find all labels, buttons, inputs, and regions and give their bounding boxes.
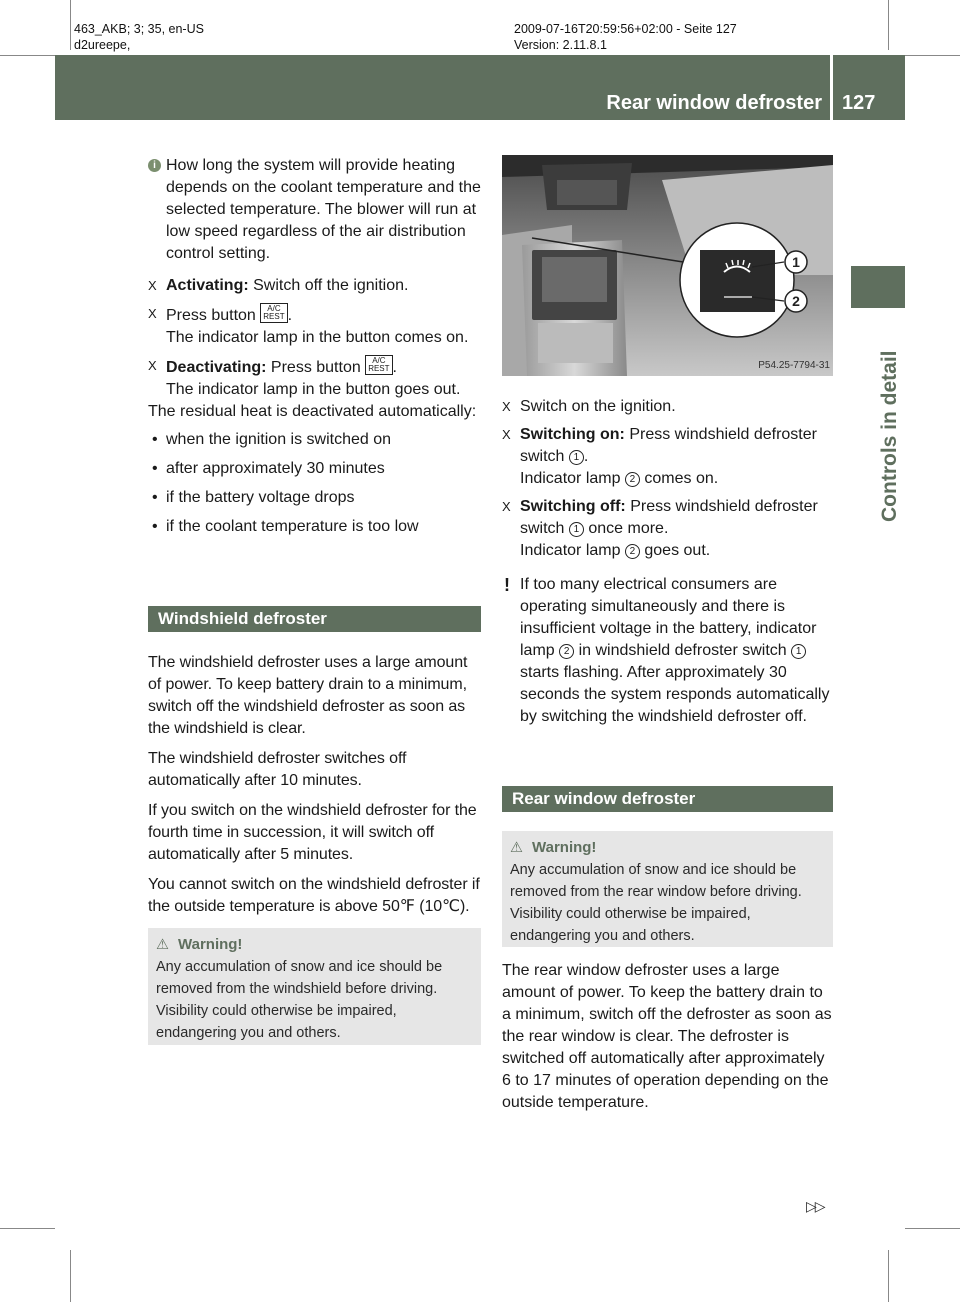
- image-code: P54.25-7794-31: [758, 360, 830, 371]
- warning-triangle-icon: ⚠: [156, 937, 169, 953]
- meta-left-line2: d2ureepe,: [74, 38, 131, 52]
- bullet-icon: •: [152, 489, 158, 506]
- step-label: Switching on:: [520, 426, 625, 443]
- meta-right-line1: 2009-07-16T20:59:56+02:00 - Seite 127: [514, 22, 737, 36]
- list-item-text: when the ignition is switched on: [166, 431, 392, 448]
- callout-ref-2: 2: [625, 472, 640, 487]
- page-number: 127: [842, 92, 876, 114]
- crop-mark: [888, 1250, 889, 1302]
- windshield-section-body: [148, 652, 482, 918]
- warning-box-windshield: [148, 928, 481, 1045]
- crop-mark: [0, 1228, 55, 1229]
- step-result-end: goes out.: [639, 542, 711, 559]
- step-result-end: comes on.: [639, 470, 719, 487]
- crop-mark: [70, 0, 71, 50]
- warning-header: [156, 934, 473, 956]
- step-arrow-icon: X: [148, 306, 157, 321]
- warning-box-rear-window: [502, 831, 833, 947]
- step-end: .: [583, 448, 589, 465]
- note-paragraph: [502, 574, 835, 728]
- warning-title: Warning!: [178, 936, 243, 953]
- step-switching-off: [502, 496, 835, 562]
- ac-rest-button-icon: [365, 355, 392, 375]
- note-text: in windshield defroster switch: [574, 642, 792, 659]
- note-exclamation-icon: !: [504, 575, 510, 595]
- step-text: Switch on the ignition.: [520, 398, 676, 415]
- warning-triangle-icon: ⚠: [510, 840, 523, 856]
- step-end: .: [392, 359, 397, 376]
- info-icon: i: [148, 159, 161, 172]
- step-result: The indicator lamp in the button comes on.: [166, 329, 469, 346]
- step-result: Indicator lamp: [520, 542, 625, 559]
- meta-left-line1: 463_AKB; 3; 35, en-US: [74, 22, 204, 36]
- glyph-bottom: REST: [263, 312, 285, 321]
- crop-mark: [0, 55, 55, 56]
- step-switch-on-ignition: [502, 396, 835, 418]
- step-label: Switching off:: [520, 498, 626, 515]
- paragraph: The rear window defroster uses a large amount of power. To keep the battery drain to a minimum, switch off the defroster as soon as the rear window is clear. The defroster is switched off automatically after approximately 6 to 17 minutes of operation depending on the outside temperature.: [502, 962, 832, 1111]
- step-text: Press button: [166, 307, 261, 324]
- list-item-text: if the coolant temperature is too low: [166, 518, 419, 535]
- step-result: Indicator lamp: [520, 470, 625, 487]
- callout-1-label: 1: [792, 254, 800, 270]
- bullet-icon: •: [152, 431, 158, 448]
- crop-mark: [905, 55, 960, 56]
- warning-text: Any accumulation of snow and ice should be removed from the windshield before driving. Visibility could otherwise be impaired, endangering you and others.: [156, 959, 443, 1041]
- glyph-top: A/C: [372, 356, 386, 365]
- step-text: Press button: [266, 359, 366, 376]
- section-heading-windshield: Windshield defroster: [148, 606, 481, 632]
- paragraph: The windshield defroster uses a large amount of power. To keep battery drain to a minimum, switch off the windshield defroster as soon as the windshield is clear.: [148, 654, 468, 737]
- list-item-text: if the battery voltage drops: [166, 489, 355, 506]
- callout-ref-1: 1: [569, 450, 584, 465]
- dashboard-illustration: [502, 155, 833, 376]
- bullet-icon: •: [152, 460, 158, 477]
- step-switching-on: [502, 424, 835, 490]
- crop-mark: [905, 1228, 960, 1229]
- step-arrow-icon: X: [148, 278, 157, 293]
- step-press-button: [148, 303, 482, 349]
- step-end: once more.: [583, 520, 669, 537]
- step-text: Switch off the ignition.: [248, 277, 409, 294]
- crop-mark: [888, 0, 889, 50]
- header-separator: [830, 55, 833, 120]
- right-column-steps: [502, 396, 835, 728]
- bullet-icon: •: [152, 518, 158, 535]
- step-activating: [148, 275, 482, 297]
- step-label: Deactivating:: [166, 359, 267, 376]
- residual-text: The residual heat is deactivated automatically:: [148, 403, 477, 420]
- section-heading-rear-window: Rear window defroster: [502, 786, 833, 812]
- callout-2-label: 2: [792, 293, 800, 309]
- step-end: .: [287, 307, 293, 324]
- step-result: The indicator lamp in the button goes out.: [166, 381, 461, 398]
- step-arrow-icon: X: [502, 399, 511, 414]
- paragraph: If you switch on the windshield defroster for the fourth time in succession, it will switch off automatically after 5 minutes.: [148, 802, 477, 863]
- warning-title: Warning!: [532, 839, 597, 856]
- step-deactivating: [148, 355, 482, 401]
- list-item: [148, 458, 482, 480]
- left-column: [148, 155, 482, 538]
- glyph-top: A/C: [267, 304, 281, 313]
- step-label: Activating:: [166, 277, 249, 294]
- paragraph: The windshield defroster switches off automatically after 10 minutes.: [148, 750, 407, 789]
- step-arrow-icon: X: [502, 499, 511, 514]
- info-paragraph: [148, 155, 482, 265]
- list-item: [148, 429, 482, 451]
- rear-window-paragraph: [502, 960, 835, 1114]
- side-tab-label: Controls in detail: [878, 350, 901, 522]
- step-arrow-icon: X: [148, 358, 157, 373]
- warning-header: [510, 837, 825, 859]
- crop-mark: [70, 1250, 71, 1302]
- callout-ref-1: 1: [569, 522, 584, 537]
- list-item: [148, 516, 482, 538]
- step-text: Press windshield defroster switch: [520, 426, 817, 465]
- step-text: Press windshield defroster switch: [520, 498, 818, 537]
- step-arrow-icon: X: [502, 427, 511, 442]
- meta-left: [74, 21, 204, 53]
- continue-arrows-icon: ▷▷: [806, 1198, 824, 1214]
- page-title: Rear window defroster: [606, 92, 822, 114]
- dashboard-image: [502, 155, 833, 376]
- meta-right: [514, 21, 737, 53]
- paragraph: You cannot switch on the windshield defroster if the outside temperature is above 50℉ (10℃).: [148, 876, 480, 915]
- list-item: [148, 487, 482, 509]
- list-item-text: after approximately 30 minutes: [166, 460, 385, 477]
- glyph-bottom: REST: [368, 364, 390, 373]
- note-text: If too many electrical consumers are operating simultaneously and there is insufficient voltage in the battery, indicator lamp: [520, 576, 817, 659]
- info-text: How long the system will provide heating depends on the coolant temperature and the selected temperature. The blower will run at low speed regardless of the air distribution control setting.: [166, 157, 481, 262]
- callout-ref-2: 2: [625, 544, 640, 559]
- ac-rest-button-icon: [260, 303, 287, 323]
- side-tab: [851, 266, 905, 308]
- callout-ref-1: 1: [791, 644, 806, 659]
- note-text: starts flashing. After approximately 30 seconds the system responds automatically by switching the windshield defroster off.: [520, 664, 830, 725]
- warning-text: Any accumulation of snow and ice should be removed from the rear window before driving. Visibility could otherwise be impaired, endangering you and others.: [510, 862, 802, 944]
- callout-ref-2: 2: [559, 644, 574, 659]
- meta-right-line2: Version: 2.11.8.1: [514, 38, 607, 52]
